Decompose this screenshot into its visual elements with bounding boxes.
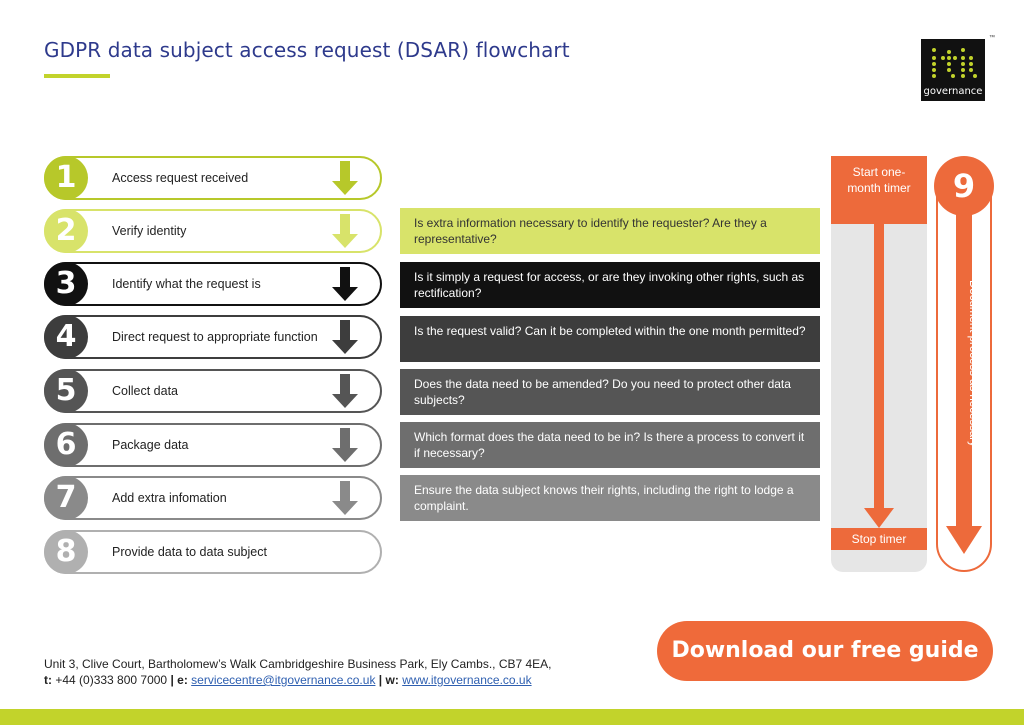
step-label: Provide data to data subject	[112, 545, 267, 559]
step-number: 7	[44, 476, 88, 520]
logo-tm: ™	[989, 35, 995, 41]
separator-2: |	[378, 673, 383, 687]
footer-address: Unit 3, Clive Court, Bartholomew’s Walk Cambridgeshire Business Park, Ely Cambs., CB7 4EA,	[44, 657, 552, 671]
website-label: w:	[385, 673, 399, 687]
step-number: 3	[44, 262, 88, 306]
step-number: 5	[44, 369, 88, 413]
info-box-step-6: Which format does the data need to be in? Is there a process to convert it if necessary?	[400, 422, 820, 468]
step-1	[44, 156, 382, 200]
down-arrow-icon	[330, 481, 360, 517]
timer-start-box	[831, 156, 927, 224]
step-5	[44, 369, 382, 413]
phone-number: +44 (0)333 800 7000	[55, 673, 168, 687]
document-process-label: Document process as necessary	[967, 280, 979, 447]
down-arrow-icon	[330, 428, 360, 464]
step-2	[44, 209, 382, 253]
bottom-bar	[0, 709, 1024, 725]
logo-dots-icon	[929, 47, 977, 79]
step-number: 1	[44, 156, 88, 200]
info-box-step-7: Ensure the data subject knows their rights, including the right to lodge a complaint.	[400, 475, 820, 521]
step-label: Collect data	[112, 384, 179, 398]
info-box-step-2: Is extra information necessary to identify the requester? Are they a representative?	[400, 208, 820, 254]
down-arrow-icon	[330, 214, 360, 250]
step-label: Add extra infomation	[112, 491, 227, 505]
step-9-number: 9	[934, 156, 994, 216]
logo-text: governance	[923, 86, 983, 97]
separator-1: |	[170, 673, 174, 687]
step-6	[44, 423, 382, 467]
down-arrow-icon	[330, 161, 360, 197]
footer-contacts	[44, 672, 552, 688]
info-box-step-5: Does the data need to be amended? Do you need to protect other data subjects?	[400, 369, 820, 415]
step-label: Access request received	[112, 171, 249, 185]
it-governance-logo	[921, 35, 995, 101]
step-label: Identify what the request is	[112, 277, 261, 291]
timer-start-label: Start one-month timer	[847, 165, 911, 195]
info-box-step-3: Is it simply a request for access, or are they invoking other rights, such as rectification?	[400, 262, 820, 308]
step-number: 6	[44, 423, 88, 467]
step-8	[44, 530, 382, 574]
timer-stop-label: Stop timer	[851, 532, 907, 546]
website-link[interactable]: www.itgovernance.co.uk	[402, 673, 532, 687]
down-arrow-icon	[330, 267, 360, 303]
timer-stop-box	[831, 528, 927, 550]
down-arrow-icon	[330, 374, 360, 410]
step-label: Verify identity	[112, 224, 187, 238]
step-number: 4	[44, 315, 88, 359]
title-underline	[44, 74, 110, 78]
footer	[44, 656, 552, 688]
step-3	[44, 262, 382, 306]
step-label: Package data	[112, 438, 189, 452]
phone-label: t:	[44, 673, 52, 687]
email-link[interactable]: servicecentre@itgovernance.co.uk	[191, 673, 376, 687]
step-4	[44, 315, 382, 359]
step-label: Direct request to appropriate function	[112, 330, 318, 344]
page-title: GDPR data subject access request (DSAR) flowchart	[44, 38, 570, 62]
step-7	[44, 476, 382, 520]
step-number: 2	[44, 209, 88, 253]
step-number: 8	[44, 530, 88, 574]
down-arrow-icon	[330, 320, 360, 356]
download-guide-button[interactable]: Download our free guide	[657, 621, 993, 681]
info-box-step-4: Is the request valid? Can it be completed within the one month permitted?	[400, 316, 820, 362]
timer-arrow-icon	[862, 224, 896, 530]
email-label: e:	[177, 673, 188, 687]
